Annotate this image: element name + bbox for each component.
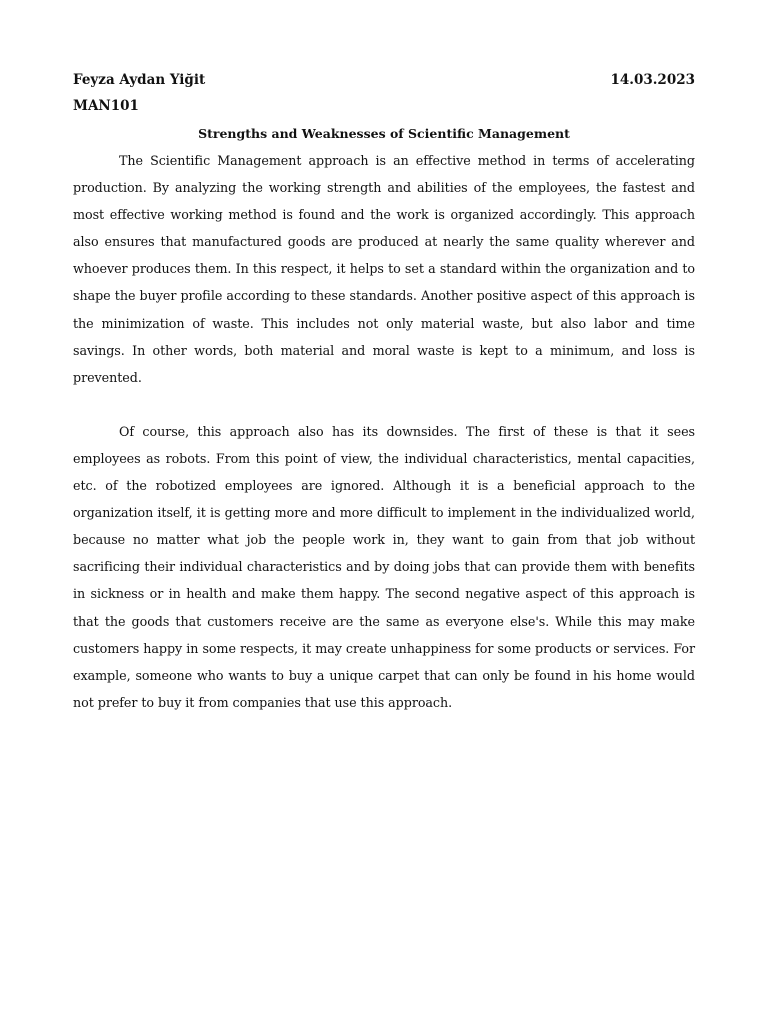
author-name: Feyza Aydan Yiğit [73, 72, 206, 88]
paragraph-weaknesses: Of course, this approach also has its downsides. The first of these is that it sees employees as robots. From this point of view, the individual characteristics, mental capacities, etc. of the robotized employees are ignored. Although it is a beneficial approach to the organization itself, it is getting more and more difficult to implement in the individualized world, because no matter what job the people work in, they want to gain from that job without sacrificing their individual characteristics and by doing jobs that can provide them with benefits in sickness or in health and make them happy. The second negative aspect of this approach is that the goods that customers receive are the same as everyone else's. While this may make customers happy in some respects, it may create unhappiness for some products or services. For example, someone who wants to buy a unique carpet that can only be found in his home would not prefer to buy it from companies that use this approach. [73, 423, 695, 710]
paragraph-strengths: The Scientific Management approach is an effective method in terms of accelerating production. By analyzing the working strength and abilities of the employees, the fastest and most effective working method is found and the work is organized accordingly. This approach also ensures that manufactured goods are produced at nearly the same quality wherever and whoever produces them. In this respect, it helps to set a standard within the organization and to shape the buyer profile according to these standards. Another positive aspect of this approach is the minimization of waste. This includes not only material waste, but also labor and time savings. In other words, both material and moral waste is kept to a minimum, and loss is prevented. [73, 153, 695, 385]
document-content [73, 67, 695, 716]
header-row [73, 67, 695, 93]
document-date: 14.03.2023 [610, 72, 695, 88]
document-title: Strengths and Weaknesses of Scientific Management [198, 126, 570, 141]
course-code: MAN101 [73, 98, 139, 114]
